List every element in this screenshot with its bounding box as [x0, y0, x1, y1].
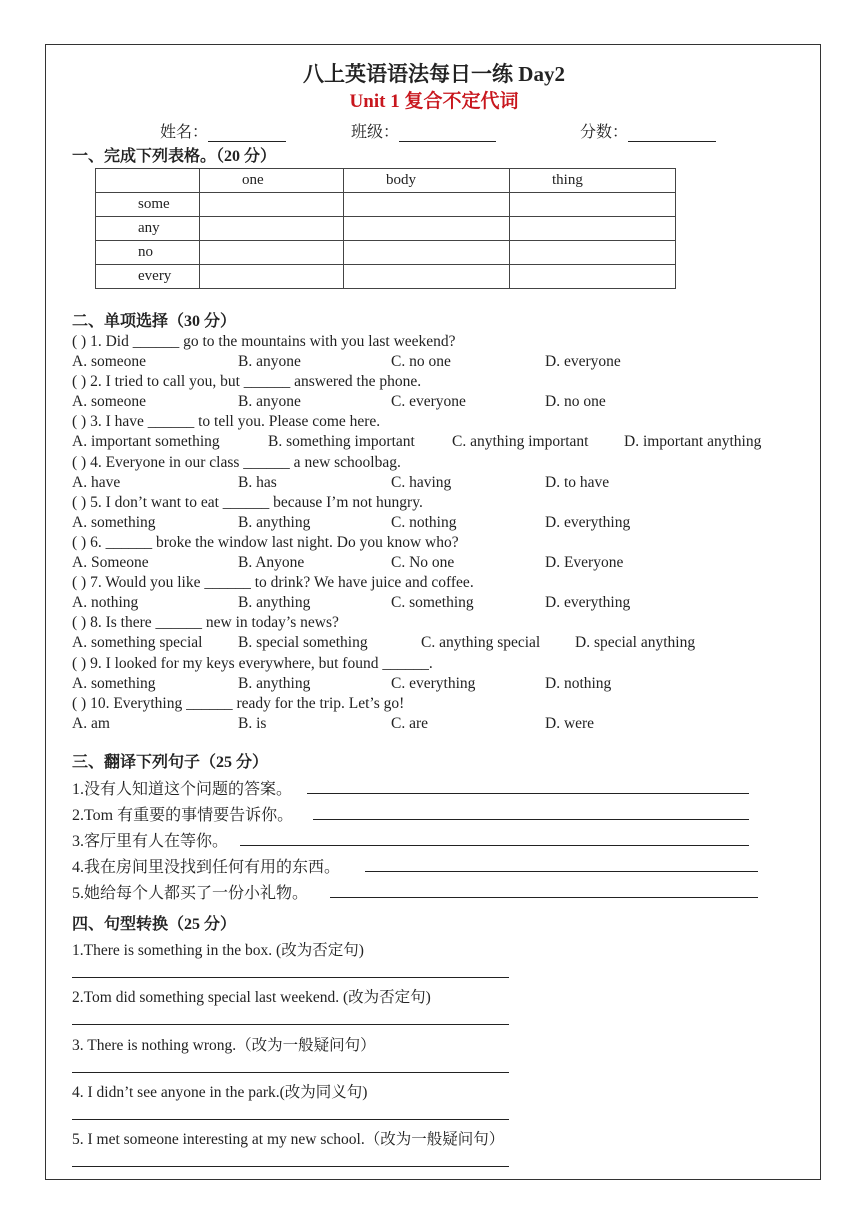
score-blank[interactable]	[628, 125, 716, 142]
answer-cell[interactable]	[344, 265, 510, 289]
question-stem: ( ) 2. I tried to call you, but ______ answered the phone.	[72, 373, 422, 391]
question-stem: ( ) 3. I have ______ to tell you. Please come here.	[72, 413, 381, 431]
answer-option[interactable]: A. someone	[72, 393, 147, 411]
transformation-prompt: 4. I didn’t see anyone in the park.(改为同义句)	[72, 1083, 368, 1101]
transformation-prompt: 5. I met someone interesting at my new school.（改为一般疑问句）	[72, 1131, 505, 1149]
answer-option[interactable]: A. important something	[72, 433, 220, 451]
answer-option[interactable]: B. anything	[238, 674, 311, 692]
answer-option[interactable]: B. anyone	[238, 353, 301, 370]
score-label: 分数：	[580, 124, 629, 141]
question-stem: ( ) 8. Is there ______ new in today’s news?	[72, 614, 339, 632]
answer-option[interactable]: C. everything	[391, 674, 476, 692]
section4-heading: 四、句型转换（25 分）	[72, 916, 237, 933]
answer-cell[interactable]	[200, 217, 344, 241]
answer-option[interactable]: D. special anything	[575, 634, 696, 652]
page-subtitle: Unit 1 复合不定代词	[349, 91, 519, 112]
question-stem: ( ) 9. I looked for my keys everywhere, but found ______.	[72, 654, 433, 672]
page-title: 八上英语语法每日一练 Day2	[303, 62, 565, 86]
table-header-cell: body	[344, 169, 510, 193]
answer-line[interactable]	[72, 1119, 509, 1120]
answer-option[interactable]: B. anything	[238, 513, 311, 531]
transformation-prompt: 1.There is something in the box. (改为否定句)	[72, 942, 364, 959]
answer-option[interactable]: A. something special	[72, 634, 203, 652]
table-header-cell: thing	[510, 169, 676, 193]
answer-option[interactable]: C. nothing	[391, 513, 457, 531]
answer-line[interactable]	[365, 871, 758, 872]
answer-cell[interactable]	[510, 217, 676, 241]
transformation-prompt: 2.Tom did something special last weekend. (改为否定句)	[72, 989, 431, 1007]
answer-line[interactable]	[72, 1072, 509, 1073]
answer-option[interactable]: D. important anything	[624, 433, 762, 451]
table-row	[96, 193, 676, 217]
answer-option[interactable]: A. something	[72, 674, 156, 692]
answer-option[interactable]: A. have	[72, 473, 121, 491]
answer-option[interactable]: D. to have	[545, 473, 610, 491]
answer-option[interactable]: C. anything important	[452, 433, 589, 451]
answer-option[interactable]: C. No one	[391, 554, 455, 571]
row-label: any	[96, 217, 200, 241]
answer-option[interactable]: A. Someone	[72, 554, 149, 571]
answer-line[interactable]	[313, 819, 749, 820]
row-label: every	[96, 265, 200, 289]
answer-option[interactable]: C. anything special	[421, 634, 541, 652]
answer-option[interactable]: C. everyone	[391, 393, 466, 411]
pronoun-table	[95, 168, 676, 289]
name-blank[interactable]	[208, 125, 286, 142]
answer-cell[interactable]	[344, 241, 510, 265]
answer-option[interactable]: B. something important	[268, 433, 415, 451]
question-stem: ( ) 5. I don’t want to eat ______ because I’m not hungry.	[72, 493, 423, 511]
answer-option[interactable]: B. Anyone	[238, 554, 305, 571]
answer-option[interactable]: B. anyone	[238, 393, 301, 411]
answer-line[interactable]	[72, 1166, 509, 1167]
answer-option[interactable]: A. someone	[72, 353, 147, 370]
answer-option[interactable]: D. nothing	[545, 674, 612, 692]
answer-line[interactable]	[72, 1024, 509, 1025]
translation-prompt: 3.客厅里有人在等你。	[72, 833, 229, 850]
table-header-cell	[96, 169, 200, 193]
translation-prompt: 2.Tom 有重要的事情要告诉你。	[72, 807, 294, 824]
class-field[interactable]	[351, 119, 496, 142]
table-header-row	[96, 169, 676, 193]
answer-cell[interactable]	[344, 193, 510, 217]
section3-heading: 三、翻译下列句子（25 分）	[72, 754, 269, 771]
question-stem: ( ) 4. Everyone in our class ______ a new schoolbag.	[72, 453, 401, 471]
table-row	[96, 217, 676, 241]
answer-option[interactable]: C. are	[391, 714, 429, 732]
answer-cell[interactable]	[510, 241, 676, 265]
answer-cell[interactable]	[344, 217, 510, 241]
table-row	[96, 265, 676, 289]
class-label: 班级：	[351, 124, 400, 141]
answer-cell[interactable]	[510, 265, 676, 289]
answer-cell[interactable]	[510, 193, 676, 217]
section1-heading: 一、完成下列表格。（20 分）	[72, 148, 277, 165]
transformation-prompt: 3. There is nothing wrong.（改为一般疑问句）	[72, 1036, 376, 1054]
section2-heading: 二、单项选择（30 分）	[72, 313, 237, 330]
answer-option[interactable]: A. am	[72, 714, 110, 732]
answer-option[interactable]: D. everything	[545, 513, 631, 531]
question-stem: ( ) 6. ______ broke the window last night. Do you know who?	[72, 534, 459, 551]
answer-option[interactable]: C. something	[391, 594, 474, 612]
answer-line[interactable]	[240, 845, 749, 846]
answer-option[interactable]: D. everything	[545, 594, 631, 612]
row-label: some	[96, 193, 200, 217]
answer-line[interactable]	[307, 793, 749, 794]
answer-cell[interactable]	[200, 241, 344, 265]
answer-cell[interactable]	[200, 265, 344, 289]
answer-line[interactable]	[330, 897, 758, 898]
answer-option[interactable]: D. no one	[545, 393, 606, 411]
answer-option[interactable]: D. were	[545, 714, 595, 732]
translation-prompt: 4.我在房间里没找到任何有用的东西。	[72, 859, 341, 876]
answer-cell[interactable]	[200, 193, 344, 217]
row-label: no	[96, 241, 200, 265]
question-stem: ( ) 7. Would you like ______ to drink? We have juice and coffee.	[72, 574, 474, 592]
answer-option[interactable]: D. Everyone	[545, 554, 624, 571]
table-row	[96, 241, 676, 265]
translation-prompt: 1.没有人知道这个问题的答案。	[72, 781, 293, 798]
answer-option[interactable]: D. everyone	[545, 353, 621, 370]
answer-option[interactable]: A. nothing	[72, 594, 139, 612]
answer-option[interactable]: B. is	[238, 714, 267, 732]
score-field[interactable]	[580, 119, 716, 142]
answer-option[interactable]: C. no one	[391, 353, 451, 370]
question-stem: ( ) 10. Everything ______ ready for the trip. Let’s go!	[72, 694, 405, 712]
name-label: 姓名：	[160, 124, 209, 141]
answer-option[interactable]: B. has	[238, 473, 277, 491]
answer-option[interactable]: C. having	[391, 473, 452, 491]
name-field[interactable]	[160, 119, 286, 142]
answer-line[interactable]	[72, 977, 509, 978]
class-blank[interactable]	[399, 125, 496, 142]
table-header-cell: one	[200, 169, 344, 193]
question-stem: ( ) 1. Did ______ go to the mountains with you last weekend?	[72, 333, 456, 350]
translation-prompt: 5.她给每个人都买了一份小礼物。	[72, 885, 309, 902]
answer-option[interactable]: B. anything	[238, 594, 311, 612]
answer-option[interactable]: A. something	[72, 513, 156, 531]
answer-option[interactable]: B. special something	[238, 634, 368, 652]
